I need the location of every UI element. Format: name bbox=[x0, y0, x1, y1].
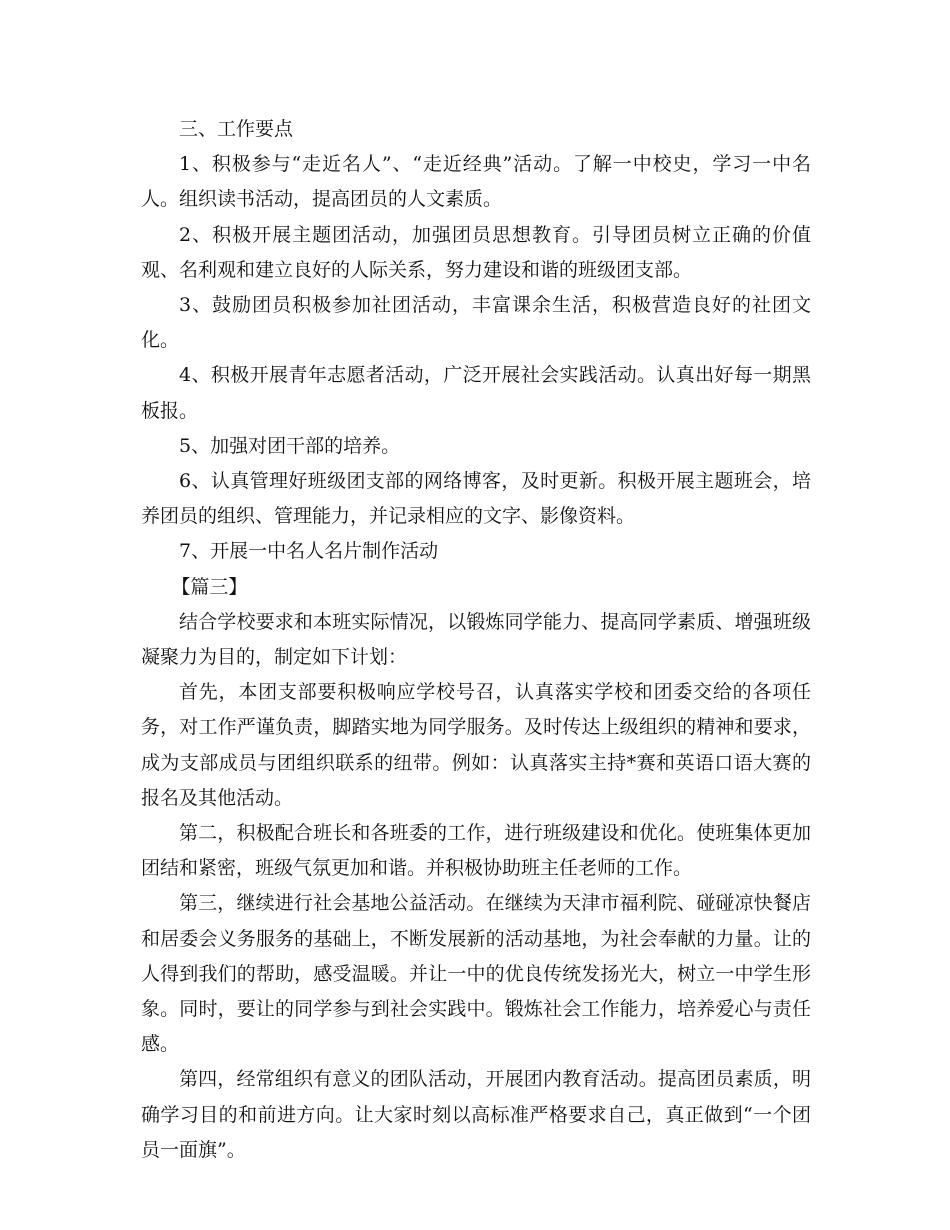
section-title: 【篇三】 bbox=[171, 575, 248, 598]
paragraph: 首先，本团支部要积极响应学校号召，认真落实学校和团委交给的各项任务，对工作严谨负责，脚踏实地为同学服务。及时传达上级组织的精神和要求，成为支部成员与团组织联系的纽带。例如：认真落实主持*赛和英语口语大赛的报名及其他活动。 bbox=[141, 681, 811, 809]
paragraph: 1、积极参与“走近名人”、“走近经典”活动。了解一中校史，学习一中名人。组织读书活动，提高团员的人文素质。 bbox=[141, 153, 811, 211]
paragraph: 第三，继续进行社会基地公益活动。在继续为天津市福利院、碰碰凉快餐店和居委会义务服务的基础上，不断发展新的活动基地，为社会奉献的力量。让的人得到我们的帮助，感受温暖。并让一中的优良传统发扬光大，树立一中学生形象。同时，要让的同学参与到社会实践中。锻炼社会工作能力，培养爱心与责任感。 bbox=[141, 892, 811, 1056]
paragraph: 结合学校要求和本班实际情况，以锻炼同学能力、提高同学素质、增强班级凝聚力为目的，制定如下计划： bbox=[141, 610, 811, 669]
paragraph: 7、开展一中名人名片制作活动 bbox=[179, 540, 439, 563]
paragraph: 第二，积极配合班长和各班委的工作，进行班级建设和优化。使班集体更加团结和紧密，班级气氛更加和谐。并积极协助班主任老师的工作。 bbox=[141, 822, 811, 880]
paragraph: 5、加强对团干部的培养。 bbox=[179, 434, 401, 457]
paragraph: 4、积极开展青年志愿者活动，广泛开展社会实践活动。认真出好每一期黑板报。 bbox=[141, 364, 811, 422]
document-body bbox=[141, 112, 811, 1168]
paragraph: 2、积极开展主题团活动，加强团员思想教育。引导团员树立正确的价值观、名利观和建立良好的人际关系，努力建设和谐的班级团支部。 bbox=[141, 223, 811, 281]
paragraph: 第四，经常组织有意义的团队活动，开展团内教育活动。提高团员素质，明确学习目的和前进方向。让大家时刻以高标准严格要求自己，真正做到“一个团员一面旗”。 bbox=[141, 1068, 811, 1161]
section-heading: 三、工作要点 bbox=[179, 118, 294, 140]
paragraph: 6、认真管理好班级团支部的网络博客，及时更新。积极开展主题班会，培养团员的组织、管理能力，并记录相应的文字、影像资料。 bbox=[141, 470, 811, 528]
paragraph: 3、鼓励团员积极参加社团活动，丰富课余生活，积极营造良好的社团文化。 bbox=[141, 294, 811, 352]
